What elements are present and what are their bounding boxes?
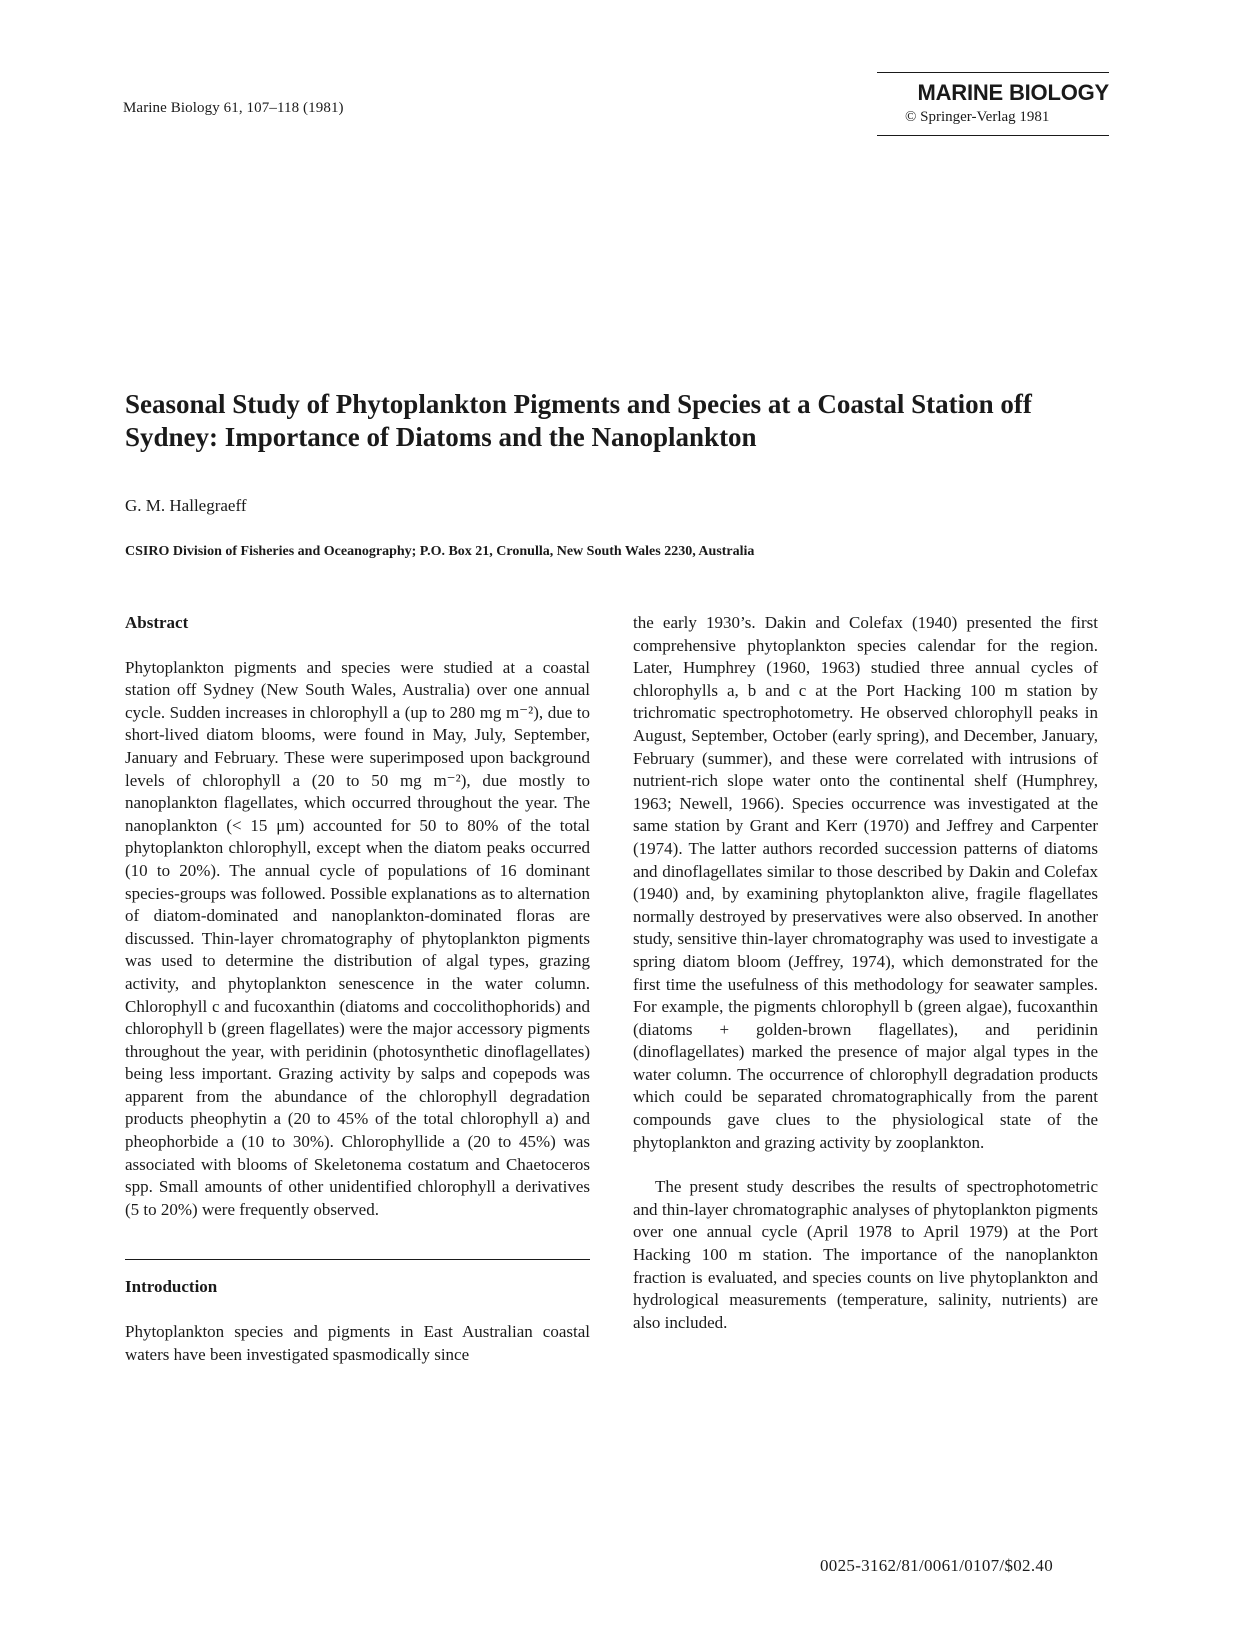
copyright-notice: © Springer-Verlag 1981 xyxy=(905,109,1050,125)
introduction-paragraph-start: Phytoplankton species and pigments in East Australian coastal waters have been investigated spasmodically since xyxy=(125,1322,590,1364)
masthead-top-rule xyxy=(877,72,1109,73)
introduction-heading: Introduction xyxy=(125,1277,218,1297)
journal-citation: Marine Biology 61, 107–118 (1981) xyxy=(123,100,344,116)
introduction-paragraph-continued: the early 1930’s. Dakin and Colefax (1940) presented the first comprehensive phytoplankton species calendar for the region. Later, Humphrey (1960, 1963) studied three annual cycles of chlorophylls a, b and c at the Port Hacking 100 m station by trichromatic spectrophotometry. He observed chlorophyll peaks in August, September, October (early spring), and December, January, February (summer), and these were correlated with intrusions of nutrient-rich slope water onto the continental shelf (Humphrey, 1963; Newell, 1966). Species occurrence was investigated at the same station by Grant and Kerr (1970) and Jeffrey and Carpenter (1974). The latter authors recorded succession patterns of diatoms and dinoflagellates similar to those described by Dakin and Colefax (1940) and, by examining phytoplankton alive, fragile flagellates normally destroyed by preservatives were also observed. In another study, sensitive thin-layer chromatography was used to investigate a spring diatom bloom (Jeffrey, 1974), which demonstrated for the first time the usefulness of this methodology for seawater samples. For example, the pigments chlorophyll b (green algae), fucoxanthin (diatoms + golden-brown flagellates), and peridinin (dinoflagellates) marked the presence of major algal types in the water column. The occurrence of chlorophyll degradation products which could be separated chromatographically from the parent compounds gave clues to the physiological state of the phytoplankton and grazing activity by zooplankton. xyxy=(633,613,1098,1152)
author-name: G. M. Hallegraeff xyxy=(125,496,247,515)
left-column xyxy=(125,612,590,1366)
introduction-paragraph-2: The present study describes the results of spectrophotometric and thin-layer chromatographic analyses of phytoplankton pigments over one annual cycle (April 1978 to April 1979) at the Port Hacking 100 m station. The importance of the nanoplankton fraction is evaluated, and species counts on live phytoplankton and hydrological measurements (temperature, salinity, nutrients) are also included. xyxy=(633,1177,1098,1332)
issn-price-code: 0025-3162/81/0061/0107/$02.40 xyxy=(820,1556,1054,1575)
journal-name: MARINE BIOLOGY xyxy=(917,80,1109,105)
right-column xyxy=(633,612,1098,1334)
journal-masthead xyxy=(877,72,1109,136)
article-title: Seasonal Study of Phytoplankton Pigments and Species at a Coastal Station off Sydney: Importance of Diatoms and the Nanoplankton xyxy=(125,389,1032,452)
abstract-text: Phytoplankton pigments and species were studied at a coastal station off Sydney (New South Wales, Australia) over one annual cycle. Sudden increases in chlorophyll a (up to 280 mg m⁻²), due to short-lived diatom blooms, were found in May, July, September, January and February. These were superimposed upon background levels of chlorophyll a (20 to 50 mg m⁻²), due mostly to nanoplankton flagellates, which occurred throughout the year. The nanoplankton (< 15 μm) accounted for 50 to 80% of the total phytoplankton chlorophyll, except when the diatom peaks occurred (10 to 20%). The annual cycle of populations of 16 dominant species-groups was followed. Possible explanations as to alternation of diatom-dominated and nanoplankton-dominated floras are discussed. Thin-layer chromatography of phytoplankton pigments was used to determine the distribution of algal types, grazing activity, and phytoplankton senescence in the water column. Chlorophyll c and fucoxanthin (diatoms and coccolithophorids) and chlorophyll b (green flagellates) were the major accessory pigments throughout the year, with peridinin (photosynthetic dinoflagellates) being less important. Grazing activity by salps and copepods was apparent from the abundance of the chlorophyll degradation products pheophytin a (20 to 45% of the total chlorophyll a) and pheophorbide a (10 to 30%). Chlorophyllide a (20 to 45%) was associated with blooms of Skeletonema costatum and Chaetoceros spp. Small amounts of other unidentified chlorophyll a derivatives (5 to 20%) were frequently observed. xyxy=(125,657,590,1219)
masthead-bottom-rule xyxy=(877,135,1109,136)
author-affiliation: CSIRO Division of Fisheries and Oceanography; P.O. Box 21, Cronulla, New South Wales 2230, Australia xyxy=(125,544,755,559)
abstract-heading: Abstract xyxy=(125,613,189,632)
section-divider xyxy=(125,1259,590,1260)
